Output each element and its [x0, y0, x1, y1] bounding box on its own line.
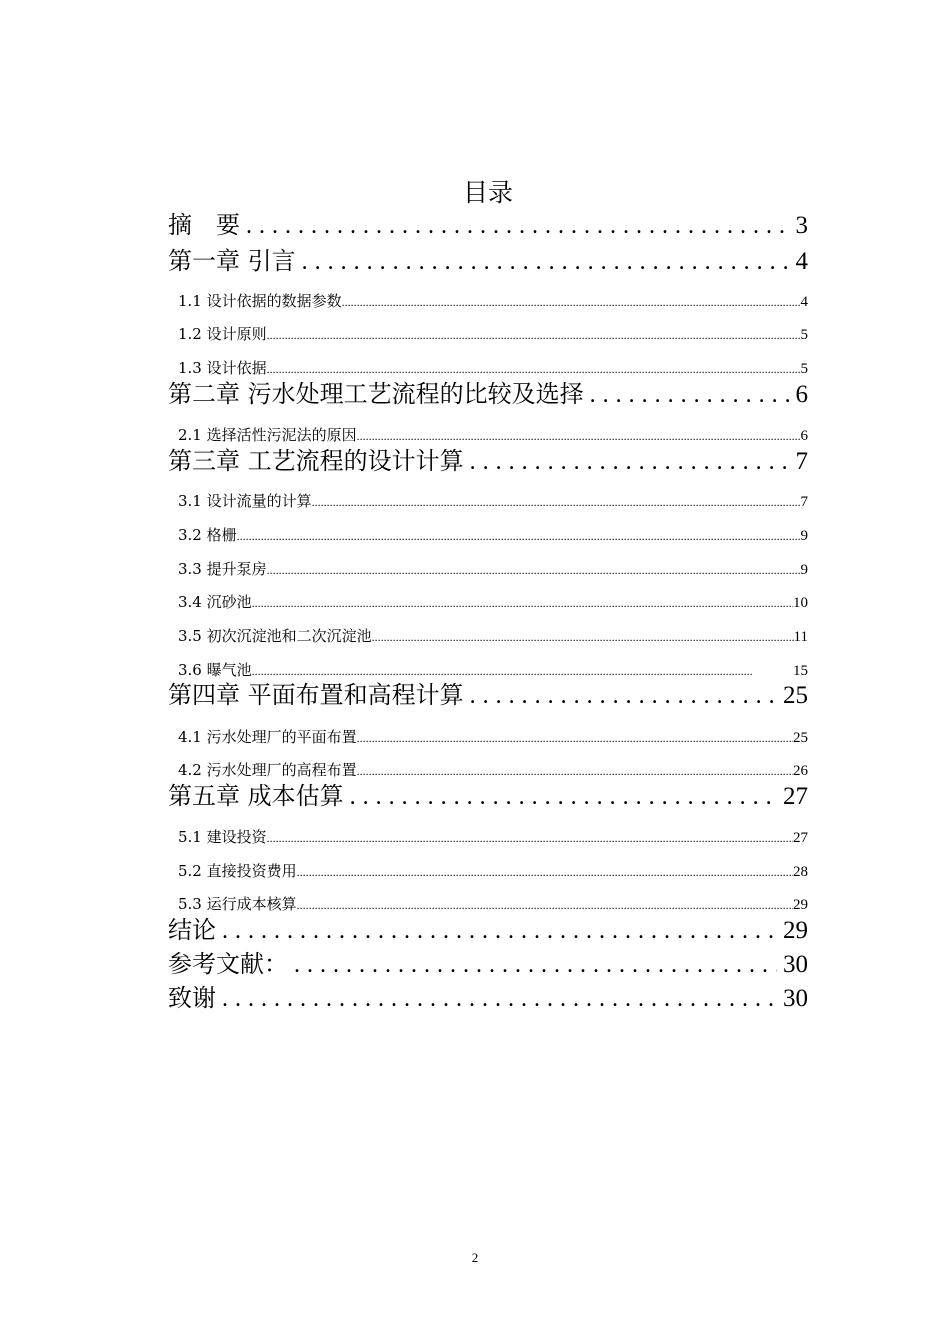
toc-entry-label: 1.1 设计依据的数据参数 [178, 292, 342, 310]
leader-dots [470, 679, 777, 713]
toc-entry[interactable] [168, 893, 808, 915]
page-number: 2 [471, 1250, 479, 1265]
toc-entry[interactable] [168, 913, 808, 947]
toc-entry[interactable] [168, 759, 808, 781]
toc-entry[interactable] [168, 444, 808, 478]
toc-entry-label: 4.1 污水处理厂的平面布置 [178, 728, 357, 746]
leader-dots [357, 727, 793, 749]
toc-entry[interactable] [168, 625, 808, 647]
leader-dots [297, 861, 793, 883]
toc-entry-label: 3.4 沉砂池 [178, 593, 252, 611]
toc-entry-label: 参考文献： [168, 950, 288, 978]
toc-entry-page: 9 [800, 562, 808, 578]
toc-entry-label: 摘 要 [168, 211, 240, 239]
toc-entry-page: 7 [795, 448, 808, 475]
toc-entry-label: 5.3 运行成本核算 [178, 895, 297, 913]
toc-entry[interactable] [168, 558, 808, 580]
toc-entry[interactable] [168, 290, 808, 312]
toc-entry-page: 25 [783, 682, 808, 709]
leader-dots [252, 592, 793, 614]
toc-entry-page: 27 [783, 783, 808, 810]
toc-entry[interactable] [168, 981, 808, 1015]
toc-entry-page: 10 [793, 595, 808, 611]
toc-entry-page: 29 [783, 917, 808, 944]
leader-dots [267, 559, 801, 581]
toc-entry-page: 15 [793, 663, 808, 679]
toc-entry[interactable] [168, 424, 808, 446]
toc-entry-label: 第一章 引言 [168, 247, 296, 275]
toc-entry-label: 1.2 设计原则 [178, 325, 267, 343]
toc-entry-page: 26 [793, 763, 808, 779]
toc-entry-label: 3.1 设计流量的计算 [178, 492, 312, 510]
leader-dots [470, 445, 790, 479]
toc-entry[interactable] [168, 244, 808, 278]
toc-entry-page: 6 [800, 428, 808, 444]
toc-entry-label: 第四章 平面布置和高程计算 [168, 681, 464, 709]
toc-entry[interactable] [168, 678, 808, 712]
toc-entry[interactable] [168, 726, 808, 748]
toc-entry-label: 第三章 工艺流程的设计计算 [168, 447, 464, 475]
toc-entry-page: 30 [783, 985, 808, 1012]
toc-entry[interactable] [168, 357, 808, 379]
toc-entry-page: 30 [783, 951, 808, 978]
toc-entry[interactable] [168, 779, 808, 813]
toc-entry-page: 11 [793, 629, 808, 645]
toc-entry[interactable] [168, 860, 808, 882]
leader-dots [590, 378, 790, 412]
toc-entry[interactable] [168, 208, 808, 242]
toc-entry-label: 3.2 格栅 [178, 526, 237, 544]
leader-dots [246, 209, 790, 243]
toc-entry-label: 第五章 成本估算 [168, 782, 344, 810]
toc-entry-page: 5 [800, 361, 808, 377]
leader-dots [237, 525, 801, 547]
toc-entry-page: 4 [795, 248, 808, 275]
toc-entry-page: 25 [793, 730, 808, 746]
toc-entry[interactable] [168, 524, 808, 546]
toc-entry[interactable] [168, 323, 808, 345]
toc-entry-page: 28 [793, 864, 808, 880]
toc-entry-label: 3.3 提升泵房 [178, 560, 267, 578]
toc-entry-label: 5.2 直接投资费用 [178, 862, 297, 880]
toc-title: 目录 [462, 178, 513, 207]
toc-entry-label: 2.1 选择活性污泥法的原因 [178, 426, 357, 444]
leader-dots [350, 780, 777, 814]
toc-entry-page: 5 [800, 327, 808, 343]
toc-entry[interactable] [168, 490, 808, 512]
leader-dots [312, 491, 801, 513]
toc-entry-page: 27 [793, 830, 808, 846]
toc-entry-page: 7 [800, 494, 808, 510]
leader-dots [372, 626, 794, 648]
toc-entry-page: 29 [793, 897, 808, 913]
leader-dots [222, 914, 777, 948]
toc-entry-label: 3.5 初次沉淀池和二次沉淀池 [178, 627, 372, 645]
toc-entry-label: 第二章 污水处理工艺流程的比较及选择 [168, 380, 584, 408]
leader-dots [342, 291, 801, 313]
leader-dots [267, 827, 793, 849]
toc-entry-page: 3 [795, 212, 808, 239]
toc-entry[interactable] [168, 826, 808, 848]
toc-entry-label: 3.6 曝气池 [178, 661, 252, 679]
toc-entry[interactable] [168, 947, 808, 981]
toc-entry-page: 6 [795, 381, 808, 408]
leader-dots [267, 324, 801, 346]
toc-entry-page: 9 [800, 528, 808, 544]
toc-entry[interactable] [168, 591, 808, 613]
toc-entry[interactable] [168, 377, 808, 411]
leader-dots [222, 982, 777, 1016]
leader-dots [294, 948, 777, 982]
toc-entry-page: 4 [800, 294, 808, 310]
toc-entry-label: 1.3 设计依据 [178, 359, 267, 377]
toc-entry-label: 致谢 [168, 984, 216, 1012]
toc-entry-label: 5.1 建设投资 [178, 828, 267, 846]
leader-dots [302, 245, 790, 279]
toc-entry-label: 结论 [168, 916, 216, 944]
toc-entry-label: 4.2 污水处理厂的高程布置 [178, 761, 357, 779]
